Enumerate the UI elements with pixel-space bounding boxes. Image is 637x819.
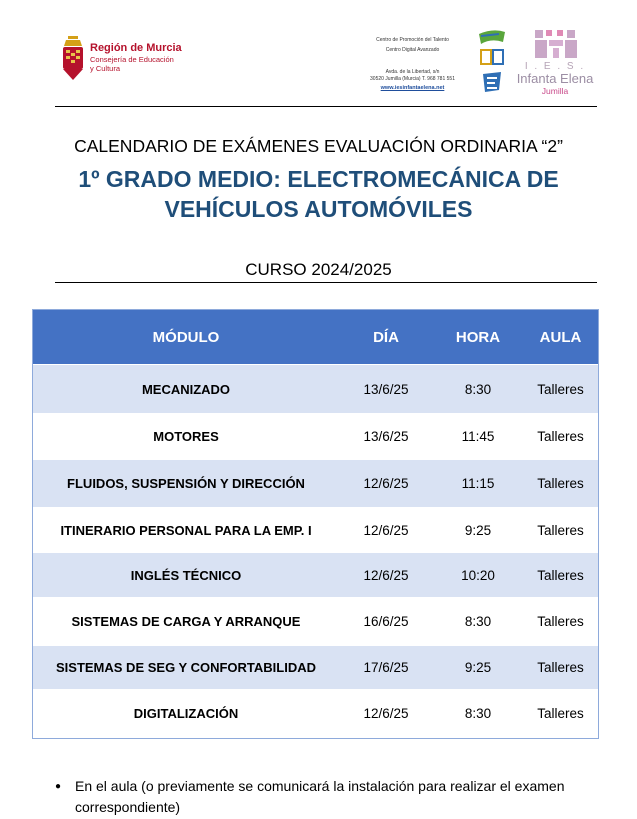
cell-module: FLUIDOS, SUSPENSIÓN Y DIRECCIÓN — [33, 460, 339, 508]
table-row — [33, 508, 598, 553]
cell-room: Talleres — [523, 460, 598, 508]
column-header-room: AULA — [523, 310, 598, 365]
cell-room: Talleres — [523, 508, 598, 553]
table-row — [33, 646, 598, 690]
cell-room: Talleres — [523, 365, 598, 414]
program-logos-icon — [475, 28, 511, 96]
exam-location-note — [55, 776, 575, 818]
region-sub-2: y Cultura — [90, 64, 121, 73]
note-text: En el aula (o previamente se comunicará la instalación para realizar el examen correspondiente) — [75, 778, 565, 815]
cell-day: 13/6/25 — [339, 414, 433, 460]
region-murcia-text — [90, 42, 182, 73]
bullet-icon: ● — [55, 781, 62, 792]
cell-room: Talleres — [523, 414, 598, 460]
center-line-2: Centro Digital Avanzado — [385, 47, 440, 53]
table-row — [33, 414, 598, 460]
cell-module: INGLÉS TÉCNICO — [33, 553, 339, 598]
program-title-line-2: VEHÍCULOS AUTOMÓVILES — [164, 196, 473, 222]
column-header-day: DÍA — [339, 310, 433, 365]
cell-module: SISTEMAS DE SEG Y CONFORTABILIDAD — [33, 646, 339, 690]
cell-room: Talleres — [523, 553, 598, 598]
region-murcia-crest-icon — [60, 36, 86, 82]
calendar-title: CALENDARIO DE EXÁMENES EVALUACIÓN ORDINARIA “2” — [74, 136, 563, 156]
school-town: Jumilla — [541, 86, 569, 96]
table-row — [33, 690, 598, 738]
cell-module: ITINERARIO PERSONAL PARA LA EMP. I — [33, 508, 339, 553]
cell-module: SISTEMAS DE CARGA Y ARRANQUE — [33, 598, 339, 646]
cell-hour: 11:15 — [433, 460, 523, 508]
cell-module: MOTORES — [33, 414, 339, 460]
cell-hour: 8:30 — [433, 365, 523, 414]
course-label: CURSO 2024/2025 — [245, 260, 392, 279]
table-header-row — [33, 310, 598, 365]
column-header-hour: HORA — [433, 310, 523, 365]
cell-hour: 10:20 — [433, 553, 523, 598]
region-name: Región de Murcia — [90, 42, 182, 54]
table-row — [33, 460, 598, 508]
cell-day: 12/6/25 — [339, 460, 433, 508]
table-row — [33, 365, 598, 414]
cell-room: Talleres — [523, 690, 598, 738]
table-row — [33, 598, 598, 646]
address-line-2: 30520 Jumilla (Murcia) T. 968 781 551 — [370, 76, 455, 82]
cell-room: Talleres — [523, 646, 598, 690]
ies-logo — [513, 28, 597, 98]
website-link[interactable]: www.iesinfantaelena.net — [380, 85, 445, 91]
cell-hour: 8:30 — [433, 598, 523, 646]
ies-building-icon — [533, 28, 579, 60]
cell-hour: 9:25 — [433, 646, 523, 690]
cell-day: 13/6/25 — [339, 365, 433, 414]
cell-day: 12/6/25 — [339, 690, 433, 738]
address-line-1: Avda. de la Libertad, s/n — [385, 69, 440, 75]
letterhead — [55, 28, 597, 98]
cell-room: Talleres — [523, 598, 598, 646]
cell-hour: 8:30 — [433, 690, 523, 738]
column-header-module: MÓDULO — [33, 310, 339, 365]
cell-module: MECANIZADO — [33, 365, 339, 414]
course-divider — [55, 282, 597, 283]
program-title — [0, 164, 637, 224]
school-name: Infanta Elena — [516, 71, 594, 86]
cell-hour: 9:25 — [433, 508, 523, 553]
header-divider — [55, 106, 597, 107]
cell-day: 17/6/25 — [339, 646, 433, 690]
table-row — [33, 553, 598, 598]
cell-day: 16/6/25 — [339, 598, 433, 646]
cell-module: DIGITALIZACIÓN — [33, 690, 339, 738]
cell-day: 12/6/25 — [339, 553, 433, 598]
cell-hour: 11:45 — [433, 414, 523, 460]
center-info — [355, 35, 470, 93]
program-title-line-1: 1º GRADO MEDIO: ELECTROMECÁNICA DE — [78, 166, 559, 192]
ies-label: I . E . S . — [524, 61, 586, 72]
exam-schedule-table — [33, 310, 598, 738]
region-sub-1: Consejería de Educación — [90, 55, 174, 64]
center-line-1: Centro de Promoción del Talento — [376, 37, 449, 43]
cell-day: 12/6/25 — [339, 508, 433, 553]
